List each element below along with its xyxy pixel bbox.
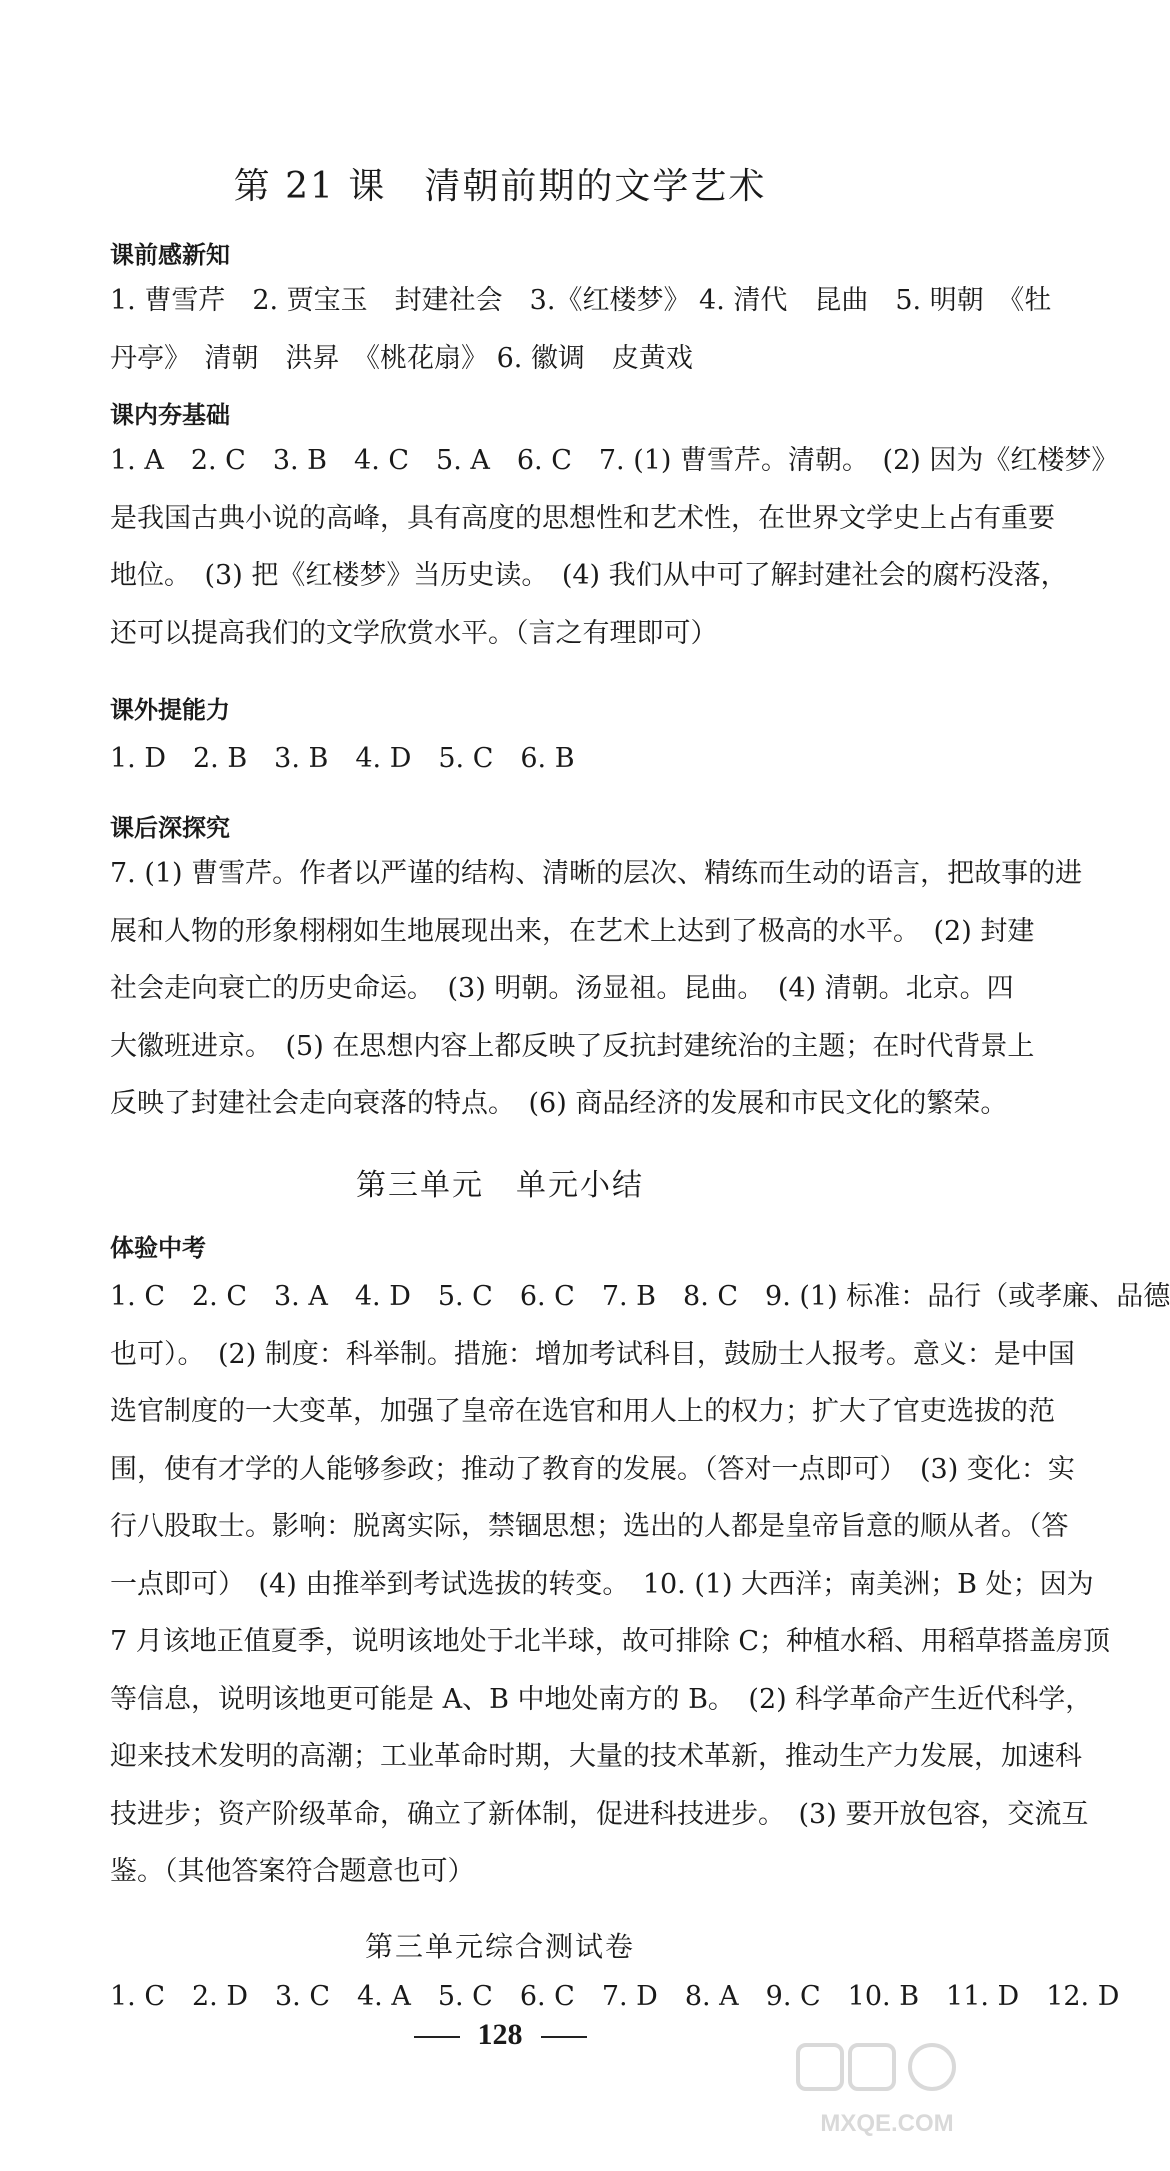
- text-line: 围，使有才学的人能够参政；推动了教育的发展。（答对一点即可） (3) 变化：实: [110, 1453, 1075, 1485]
- text-line: 等信息，说明该地更可能是 A、B 中地处南方的 B。 (2) 科学革命产生近代科学，: [110, 1683, 1093, 1715]
- text-line: 选官制度的一大变革，加强了皇帝在选官和用人上的权力；扩大了官吏选拔的范: [110, 1396, 1055, 1427]
- unit-summary-title: 第三单元 单元小结: [356, 1168, 644, 1203]
- section-body-explore: [110, 845, 1083, 1133]
- text-line: 也可）。 (2) 制度：科举制。措施：增加考试科目，鼓励士人报考。意义：是中国: [110, 1338, 1075, 1370]
- section-body-preview: [110, 272, 1052, 387]
- section-body-exam: [110, 1268, 1170, 1901]
- text-line: 迎来技术发明的高潮；工业革命时期，大量的技术革新，推动生产力发展，加速科: [110, 1741, 1082, 1772]
- text-line: 1. 曹雪芹 2. 贾宝玉 封建社会 3.《红楼梦》 4. 清代 昆曲 5. 明朝 《牡: [110, 285, 1052, 316]
- watermark-logo: [792, 2039, 982, 2149]
- divider: [541, 2036, 587, 2038]
- section-heading-preview: 课前感新知: [110, 241, 230, 269]
- text-line: 一点即可） (4) 由推举到考试选拔的转变。 10. (1) 大西洋；南美洲；B 处；因为: [110, 1568, 1094, 1600]
- text-line: 地位。 (3) 把《红楼梦》当历史读。 (4) 我们从中可了解封建社会的腐朽没落，: [110, 560, 1068, 591]
- page-number-value: 128: [477, 2018, 523, 2051]
- text-line: 还可以提高我们的文学欣赏水平。（言之有理即可）: [110, 617, 718, 649]
- section-body-basics: [110, 432, 1119, 662]
- text-line: 鉴。（其他答案符合题意也可）: [110, 1856, 475, 1887]
- unit-test-title: 第三单元综合测试卷: [364, 1930, 635, 1963]
- divider: [414, 2036, 460, 2038]
- section-heading-exam: 体验中考: [110, 1234, 206, 1262]
- text-line: 7. (1) 曹雪芹。作者以严谨的结构、清晰的层次、精练而生动的语言，把故事的进: [110, 858, 1083, 889]
- watermark-text: MXQE.COM: [820, 2110, 954, 2137]
- text-line: 7 月该地正值夏季，说明该地处于北半球，故可排除 C；种植水稻、用稻草搭盖房顶: [110, 1626, 1111, 1657]
- text-line: 丹亭》 清朝 洪昇 《桃花扇》 6. 徽调 皮黄戏: [110, 342, 693, 374]
- text-line: 反映了封建社会走向衰落的特点。 (6) 商品经济的发展和市民文化的繁荣。: [110, 1088, 1008, 1119]
- section-heading-basics: 课内夯基础: [110, 401, 230, 429]
- text-line: 技进步；资产阶级革命，确立了新体制，促进科技进步。 (3) 要开放包容，交流互: [110, 1798, 1089, 1830]
- text-line: 1. C 2. D 3. C 4. A 5. C 6. C 7. D 8. A 9. C 10. B 11. D 12. D: [110, 1981, 1120, 2012]
- text-line: 1. A 2. C 3. B 4. C 5. A 6. C 7. (1) 曹雪芹。清朝。 (2) 因为《红楼梦》: [110, 445, 1119, 476]
- text-line: 社会走向衰亡的历史命运。 (3) 明朝。汤显祖。昆曲。 (4) 清朝。北京。四: [110, 973, 1014, 1004]
- text-line: 行八股取士。影响：脱离实际，禁锢思想；选出的人都是皇帝旨意的顺从者。（答: [110, 1511, 1069, 1542]
- text-line: 1. D 2. B 3. B 4. D 5. C 6. B: [110, 743, 575, 774]
- lesson-title: 第 21 课 清朝前期的文学艺术: [233, 166, 767, 207]
- text-line: 是我国古典小说的高峰，具有高度的思想性和艺术性，在世界文学史上占有重要: [110, 502, 1055, 534]
- section-heading-ability: 课外提能力: [110, 696, 230, 724]
- section-body-ability: [110, 730, 940, 788]
- unit-test-answers: [110, 1968, 1120, 2026]
- text-line: 大徽班进京。 (5) 在思想内容上都反映了反抗封建统治的主题；在时代背景上: [110, 1030, 1035, 1062]
- text-line: 1. C 2. C 3. A 4. D 5. C 6. C 7. B 8. C 9. (1) 标准：品行（或孝廉、品德: [110, 1281, 1170, 1312]
- section-heading-explore: 课后深探究: [110, 814, 230, 842]
- text-line: 展和人物的形象栩栩如生地展现出来，在艺术上达到了极高的水平。 (2) 封建: [110, 915, 1035, 947]
